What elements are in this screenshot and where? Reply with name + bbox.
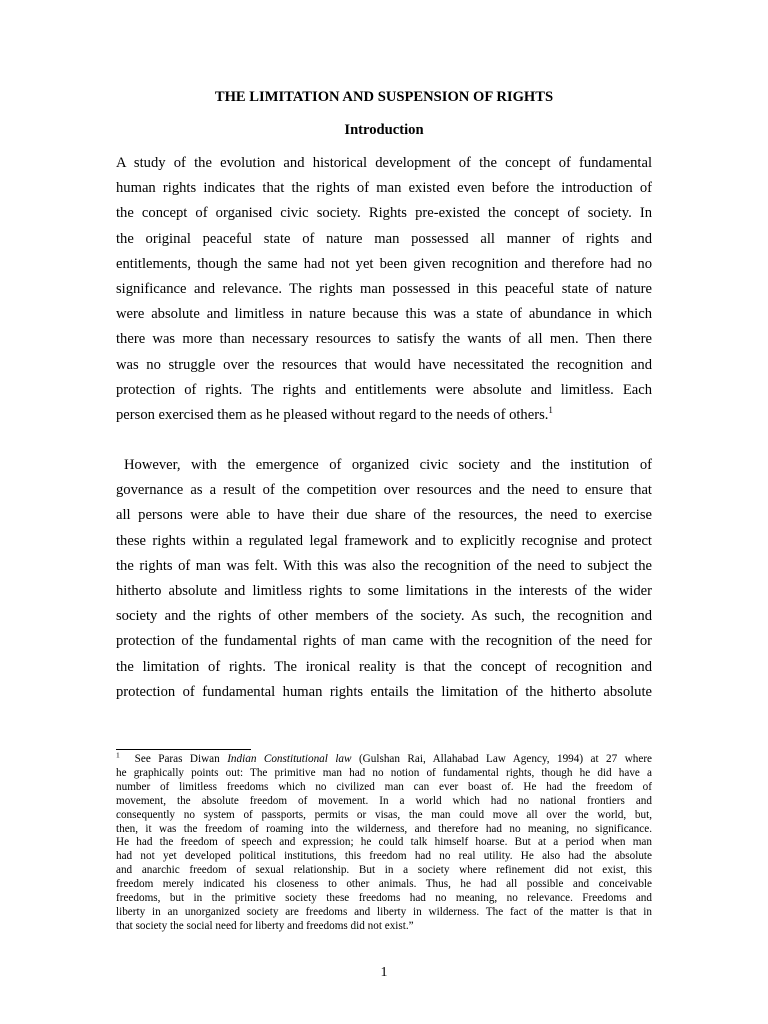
- paragraph-1-line: entitlements, though the same had not yet been given recognition and therefore had no: [116, 255, 652, 272]
- document-title: THE LIMITATION AND SUSPENSION OF RIGHTS: [214, 89, 554, 105]
- footnote-line: number of limitless freedoms which no civilized man can ever boast of. He had the freedom of: [116, 780, 652, 793]
- paragraph-2-line: society and the rights of other members of the society. As such, the recognition and: [116, 608, 652, 625]
- paragraph-2-line: all persons were able to have their due share of the resources, the need to exercise: [116, 507, 652, 524]
- paragraph-2-line: the limitation of rights. The ironical reality is that the concept of recognition and: [116, 658, 652, 675]
- paragraph-2-line: governance as a result of the competition over resources and the need to ensure that: [116, 482, 652, 499]
- footnote-line: he graphically points out: The primitive man had no notion of fundamental rights, though he did have a: [116, 766, 652, 779]
- footnote-separator: [116, 749, 251, 750]
- paragraph-2-line: hitherto absolute and limitless rights to some limitations in the interests of the wider: [116, 583, 652, 600]
- paragraph-2: [116, 453, 652, 705]
- paragraph-1-line-text: person exercised them as he pleased without regard to the needs of others.: [116, 407, 549, 424]
- footnote-reference[interactable]: 1: [548, 405, 553, 416]
- paragraph-1-line: the concept of organised civic society. Rights pre-existed the concept of society. In: [116, 205, 652, 222]
- paragraph-1-line: protection of rights. The rights and entitlements were absolute and limitless. Each: [116, 381, 652, 398]
- footnote-first-line: [116, 750, 653, 767]
- footnote-line: and anarchic freedom of sexual relationship. But in a society where refinement did not exist, this: [116, 864, 652, 877]
- paragraph-1-line: significance and relevance. The rights man possessed in this peaceful state of nature: [116, 281, 652, 298]
- document-page: [116, 0, 652, 1024]
- footnote-line: freedom merely indicated his closeness to other animals. Thus, he had all possible and conceivable: [116, 878, 652, 891]
- paragraph-1: [116, 151, 652, 428]
- footnote-line: liberty in an unorganized society are freedoms and liberty in wilderness. The fact of the matter is that in: [116, 905, 652, 918]
- footnote-line: then, it was the freedom of roaming into the wilderness, and therefore had no meaning, no significance.: [116, 822, 652, 835]
- page-number: 1: [380, 965, 388, 980]
- footnote-line: freedoms, but in the primitive society these freedoms had no meaning, no relevance. Freedoms and: [116, 892, 652, 905]
- footnote-last-line: that society the social need for liberty and freedoms did not exist.”: [116, 919, 414, 932]
- paragraph-1-line: A study of the evolution and historical development of the concept of fundamental: [116, 155, 652, 171]
- paragraph-1-line: was no struggle over the resources that would have necessitated the recognition and: [116, 356, 652, 373]
- footnote-first-line-rest: (Gulshan Rai, Allahabad Law Agency, 1994) at 27 where: [358, 753, 653, 765]
- footnote-book-title: Indian Constitutional law: [227, 753, 352, 765]
- paragraph-1-line: there was more than necessary resources to satisfy the wants of all men. Then there: [116, 331, 652, 348]
- footnote-line: movement, the absolute freedom of movement. In a world which had no national frontiers and: [116, 794, 652, 807]
- paragraph-1-line: the original peaceful state of nature man possessed all manner of rights and: [116, 230, 652, 247]
- footnote-lead: See Paras Diwan: [134, 753, 220, 765]
- paragraph-2-line: protection of fundamental human rights entails the limitation of the hitherto absolute: [116, 683, 652, 700]
- footnote-line: He had the freedom of speech and expression; he could talk himself hoarse. But at a period when man: [116, 836, 652, 849]
- footnote-line: had not yet developed political institutions, this freedom had no real utility. He also had the absolute: [116, 850, 652, 863]
- paragraph-2-line: these rights within a regulated legal framework and to explicitly recognise and protect: [116, 532, 652, 549]
- paragraph-2-line: the rights of man was felt. With this was also the recognition of the need to subject the: [116, 557, 652, 574]
- paragraph-1-last-line: [116, 403, 652, 428]
- paragraph-2-line: protection of the fundamental rights of man came with the recognition of the need for: [116, 633, 652, 650]
- footnote-1: [116, 750, 653, 934]
- footnote-number: 1: [116, 750, 120, 760]
- footnote-line: consequently no system of passports, permits or visas, the man could move all over the world, but,: [116, 808, 652, 821]
- section-heading-introduction: Introduction: [344, 122, 424, 138]
- paragraph-1-line: were absolute and limitless in nature because this was a state of abundance in which: [116, 306, 652, 323]
- paragraph-1-line: human rights indicates that the rights of man existed even before the introduction of: [116, 180, 652, 197]
- paragraph-2-line: However, with the emergence of organized civic society and the institution of: [124, 457, 652, 473]
